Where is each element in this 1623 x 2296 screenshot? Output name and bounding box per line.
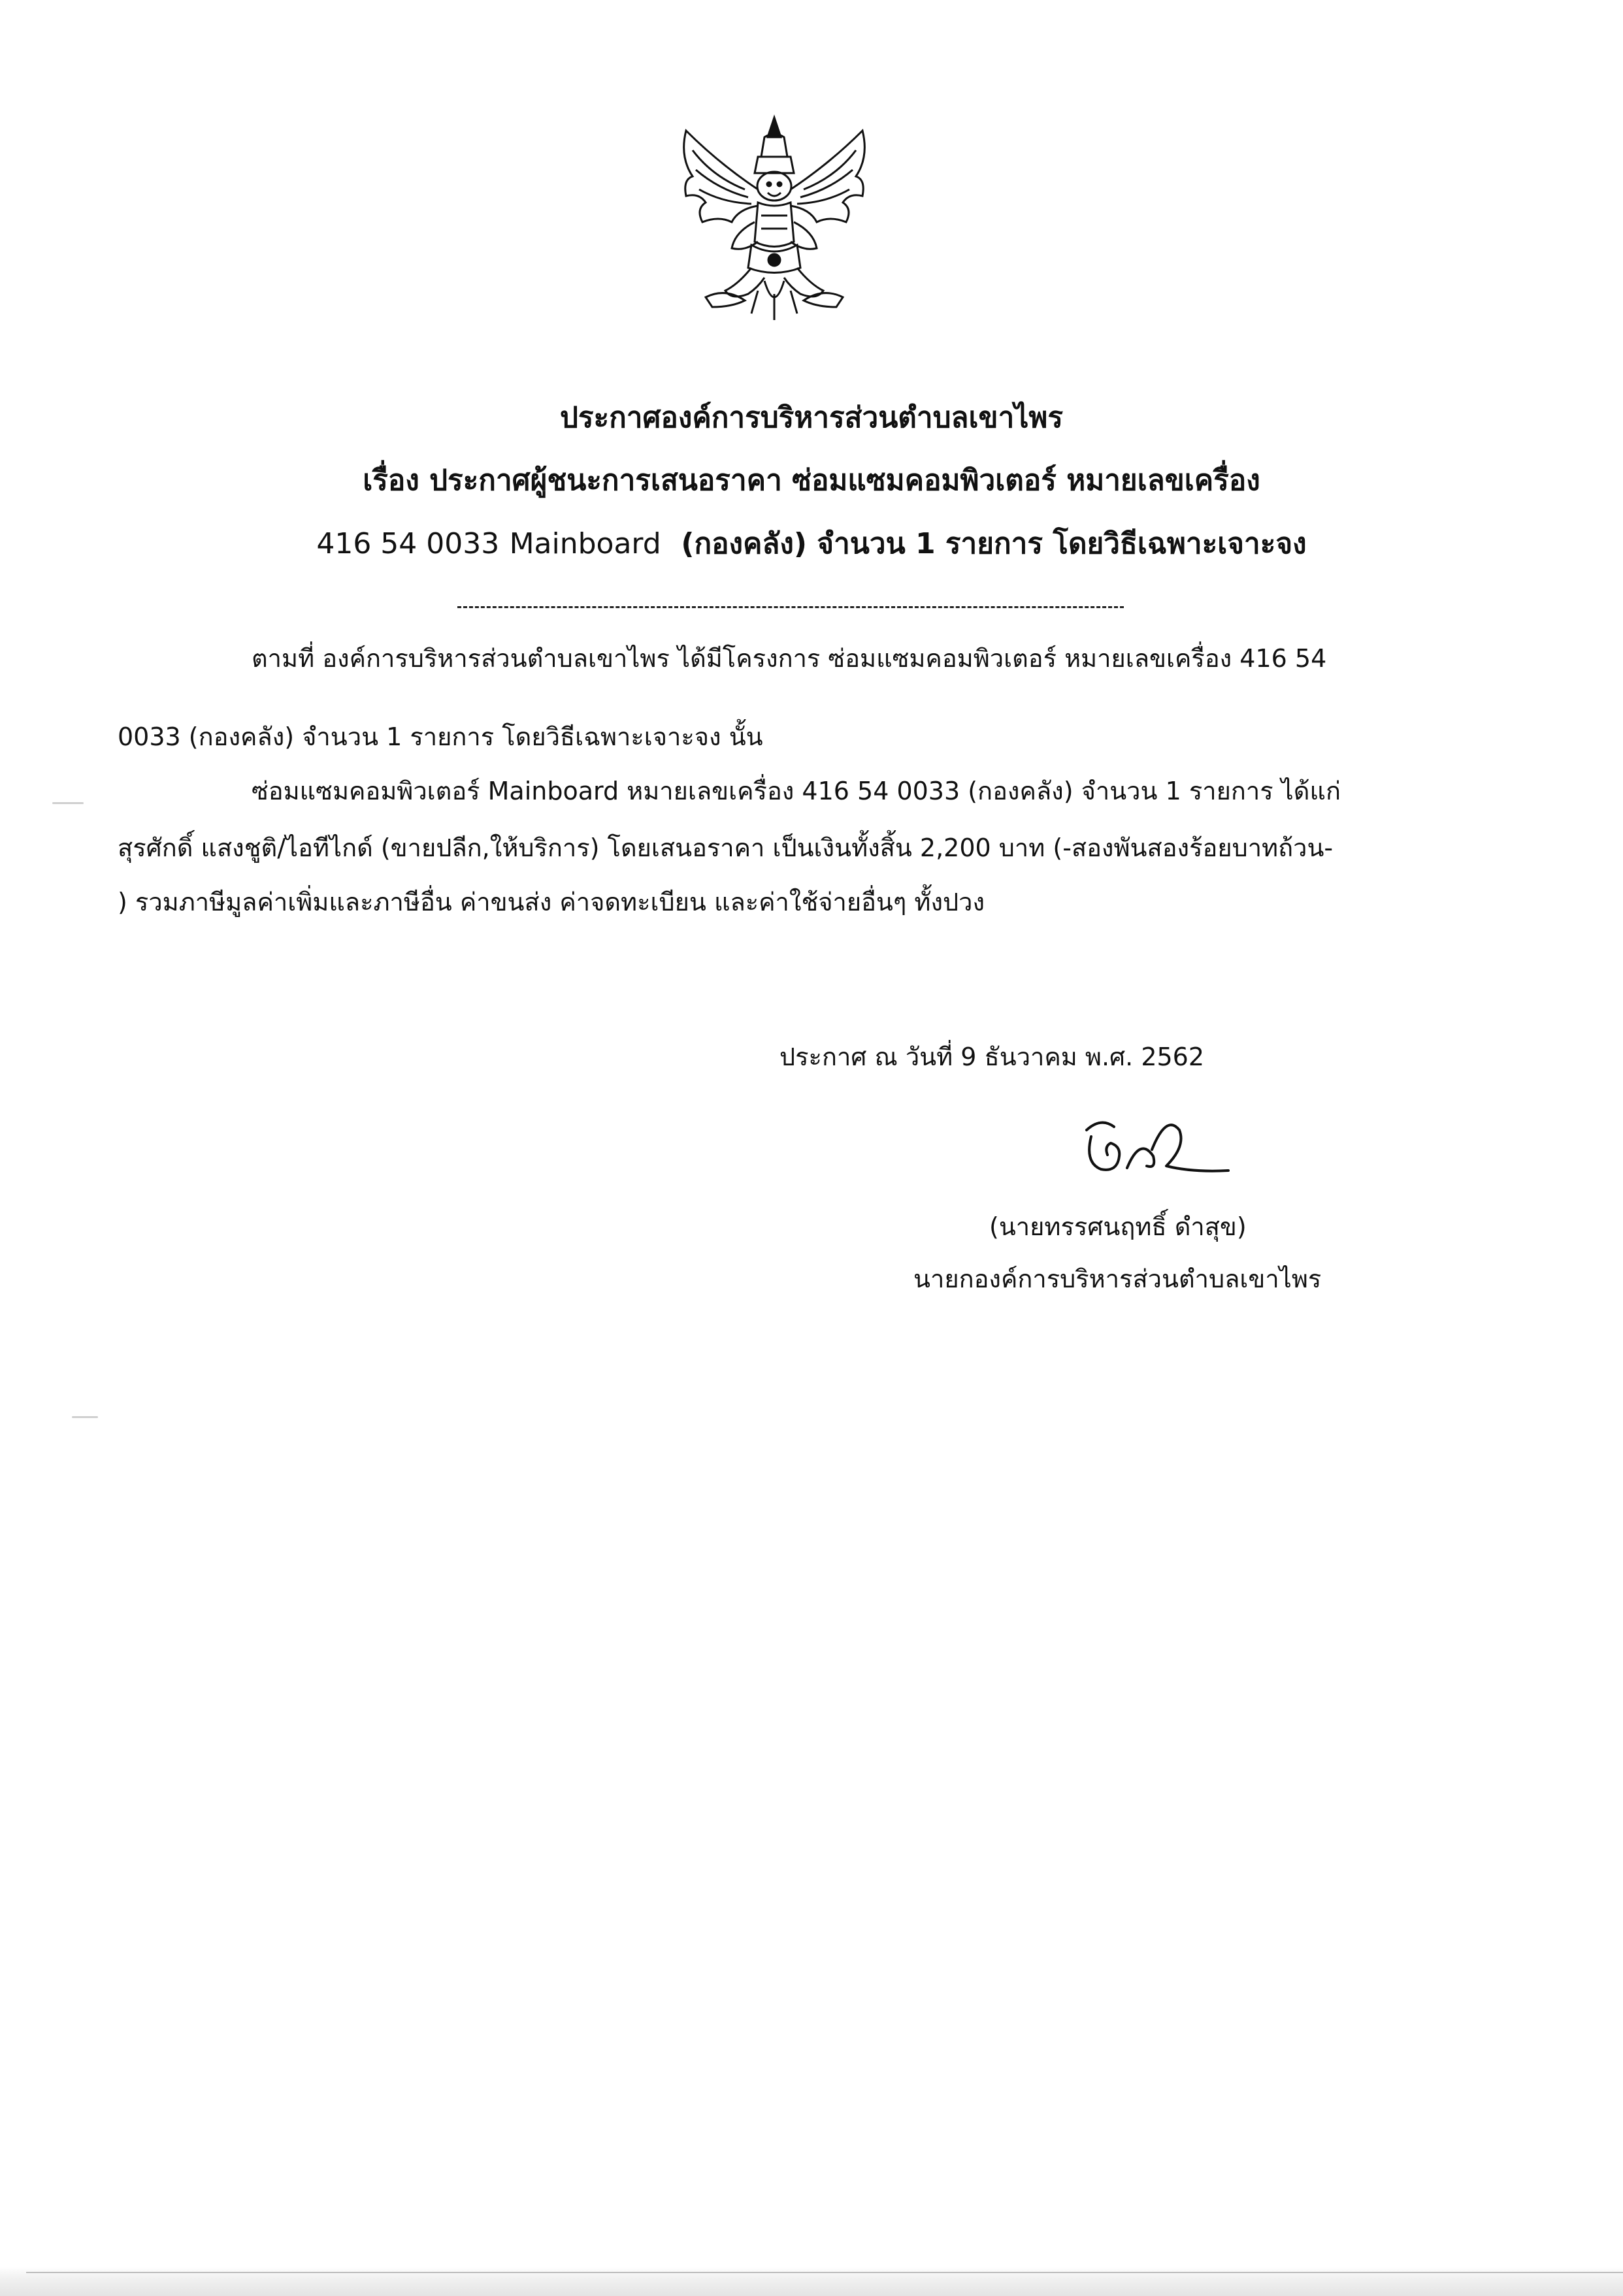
paragraph-2-line-2: สุรศักดิ์ แสงชูติ/ไอทีไกด์ (ขายปลีก,ให้บริการ) โดยเสนอราคา เป็นเงินทั้งสิ้น 2,200 บาท (-สองพันสองร้อยบาทถ้วน- bbox=[118, 833, 1334, 862]
divider-line bbox=[457, 606, 1124, 608]
paragraph-1-line-1: ตามที่ องค์การบริหารส่วนตำบลเขาไพร ได้มีโครงการ ซ่อมแซมคอมพิวเตอร์ หมายเลขเครื่อง 416 54 bbox=[252, 644, 1327, 673]
scan-artifact bbox=[52, 802, 84, 804]
scan-bottom-edge bbox=[0, 2267, 1623, 2296]
garuda-emblem-icon bbox=[666, 111, 882, 327]
paragraph-1-line-2: 0033 (กองคลัง) จำนวน 1 รายการ โดยวิธีเฉพาะเจาะจง นั้น bbox=[118, 722, 763, 751]
scan-edge-line bbox=[26, 2272, 1623, 2273]
announcement-title: ประกาศองค์การบริหารส่วนตำบลเขาไพร bbox=[559, 401, 1064, 434]
handwritten-signature-icon bbox=[1081, 1110, 1232, 1182]
scan-artifact bbox=[72, 1416, 98, 1418]
paragraph-2-line-3: ) รวมภาษีมูลค่าเพิ่มและภาษีอื่น ค่าขนส่ง ค่าจดทะเบียน และค่าใช้จ่ายอื่นๆ ทั้งปวง bbox=[118, 888, 985, 916]
announcement-date: ประกาศ ณ วันที่ 9 ธันวาคม พ.ศ. 2562 bbox=[779, 1043, 1205, 1071]
signatory-position: นายกองค์การบริหารส่วนตำบลเขาไพร bbox=[913, 1265, 1322, 1293]
subject-detail: (กองคลัง) จำนวน 1 รายการ โดยวิธีเฉพาะเจาะจง bbox=[681, 527, 1307, 560]
subject-line-continued bbox=[0, 525, 1623, 564]
subject-line: เรื่อง ประกาศผู้ชนะการเสนอราคา ซ่อมแซมคอมพิวเตอร์ หมายเลขเครื่อง bbox=[363, 464, 1260, 497]
paragraph-2-line-1: ซ่อมแซมคอมพิวเตอร์ Mainboard หมายเลขเครื่อง 416 54 0033 (กองคลัง) จำนวน 1 รายการ ได้แก่ bbox=[252, 777, 1341, 805]
machine-number: 416 54 0033 bbox=[316, 527, 500, 560]
signatory-name: (นายทรรศนฤทธิ์ ดำสุข) bbox=[989, 1212, 1247, 1241]
mainboard-label: Mainboard bbox=[509, 527, 661, 560]
